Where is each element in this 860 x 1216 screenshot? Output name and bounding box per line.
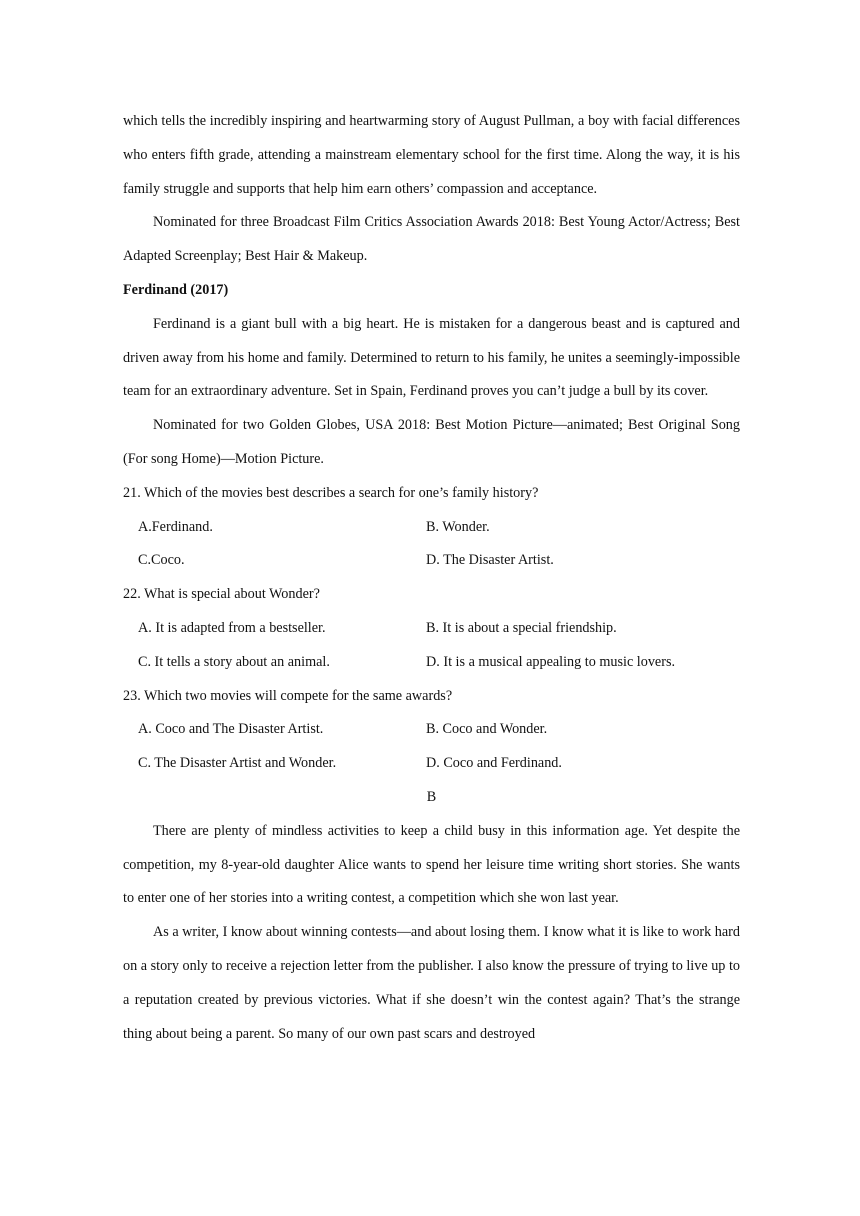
ferdinand-nomination: Nominated for two Golden Globes, USA 2018: Best Motion Picture—animated; Best Original Song (For song Home)—Motion Picture. <box>123 417 740 467</box>
option-d: D. The Disaster Artist. <box>426 552 554 569</box>
question-23-options <box>123 713 740 781</box>
question-22-options <box>123 612 740 680</box>
wonder-description: which tells the incredibly inspiring and heartwarming story of August Pullman, a boy with facial differences who enters fifth grade, attending a mainstream elementary school for the first time. Along the way, it is his family struggle and supports that help him earn others’ compassion and acceptance. <box>123 113 740 197</box>
option-c: C. The Disaster Artist and Wonder. <box>138 755 337 772</box>
option-a: A.Ferdinand. <box>138 518 213 535</box>
option-d: D. It is a musical appealing to music lovers. <box>426 653 676 670</box>
option-c: C. It tells a story about an animal. <box>138 653 330 670</box>
question-23: 23. Which two movies will compete for the same awards? <box>123 687 453 704</box>
question-21: 21. Which of the movies best describes a search for one’s family history? <box>123 484 539 501</box>
option-b: B. Wonder. <box>426 518 490 535</box>
section-b-paragraph-2: As a writer, I know about winning contests—and about losing them. I know what it is like to work hard on a story only to receive a rejection letter from the publisher. I also know the pressure of trying to live up to a reputation created by previous victories. What if she doesn’t win the contest again? That’s the strange thing about being a parent. So many of our own past scars and destroyed <box>123 924 740 1042</box>
option-b: B. Coco and Wonder. <box>426 721 548 738</box>
option-b: B. It is about a special friendship. <box>426 619 617 636</box>
ferdinand-description: Ferdinand is a giant bull with a big heart. He is mistaken for a dangerous beast and is captured and driven away from his home and family. Determined to return to his family, he unites a seemingly-impossible team for an extraordinary adventure. Set in Spain, Ferdinand proves you can’t judge a bull by its cover. <box>123 315 740 400</box>
document-page <box>123 105 740 1051</box>
question-22: 22. What is special about Wonder? <box>123 586 320 603</box>
option-c: C.Coco. <box>138 552 185 569</box>
ferdinand-heading: Ferdinand (2017) <box>123 281 229 298</box>
question-21-options <box>123 511 740 579</box>
wonder-nomination: Nominated for three Broadcast Film Critics Association Awards 2018: Best Young Actor/Actress; Best Adapted Screenplay; Best Hair & Makeup. <box>123 214 740 265</box>
option-a: A. It is adapted from a bestseller. <box>138 619 326 636</box>
section-b-heading: B <box>426 788 437 805</box>
option-d: D. Coco and Ferdinand. <box>426 755 562 772</box>
option-a: A. Coco and The Disaster Artist. <box>138 721 324 738</box>
section-b-paragraph-1: There are plenty of mindless activities to keep a child busy in this information age. Yet despite the competition, my 8-year-old daughter Alice wants to spend her leisure time writing short stories. She wants to enter one of her stories into a writing contest, a competition which she won last year. <box>123 822 740 907</box>
